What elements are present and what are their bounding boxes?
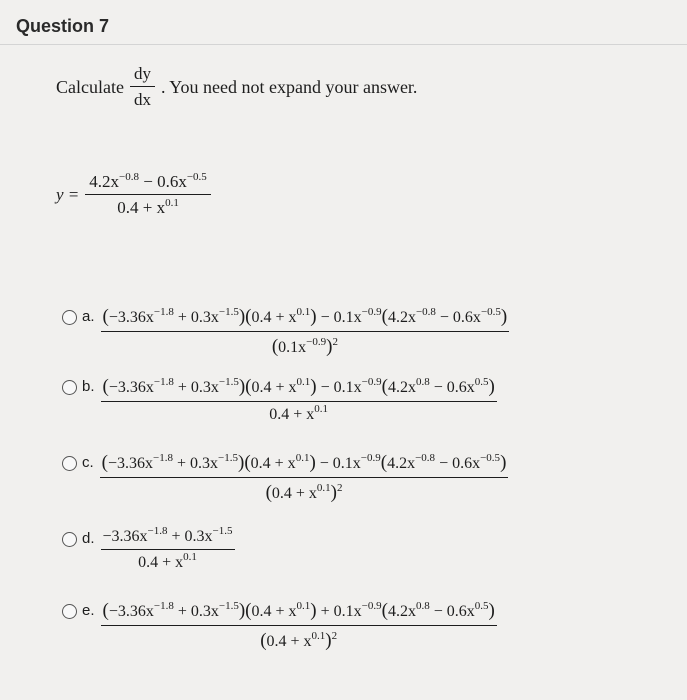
prompt-text-before: Calculate (56, 76, 124, 97)
derivative-denominator: dx (133, 90, 151, 109)
option-b-denominator: $0.4 + x^{0.1}$ (269, 403, 329, 423)
question-title: Question 7 (16, 16, 110, 36)
function-denominator: $0.4 + x^{0.1}$ (117, 197, 179, 217)
option-d-numerator: $-3.36x^{-1.8} + 0.3x^{-1.5}$ (101, 528, 235, 550)
option-letter: a. (82, 308, 95, 325)
option-letter: e. (82, 602, 95, 619)
derivative-fraction (130, 64, 155, 110)
derivative-numerator: dy (130, 64, 155, 87)
radio-button-a[interactable] (62, 310, 77, 325)
question-header (0, 0, 687, 45)
question-prompt (56, 64, 417, 110)
option-letter: b. (82, 378, 95, 395)
option-e-denominator: $(0.4 + x^{0.1})^2$ (260, 630, 338, 651)
function-lhs: y = (56, 185, 80, 204)
option-a-denominator: $(0.1x^{-0.9})^2$ (271, 336, 338, 357)
option-c[interactable] (62, 452, 508, 504)
option-d[interactable] (62, 525, 235, 572)
option-a-numerator: $(-3.36x^{-1.8} + 0.3x^{-1.5})(0.4 + x^{0.1}) - 0.1x^{-0.9}(4.2x^{-0.8} - 0.6x^{-0.5})$ (101, 306, 510, 332)
option-c-expression (100, 452, 509, 504)
radio-button-e[interactable] (62, 604, 77, 619)
radio-button-b[interactable] (62, 380, 77, 395)
option-b[interactable] (62, 376, 497, 424)
option-letter: c. (82, 454, 94, 471)
option-a[interactable] (62, 306, 509, 358)
option-d-expression (101, 525, 235, 572)
option-e-expression (101, 600, 497, 652)
radio-button-c[interactable] (62, 456, 77, 471)
function-definition (56, 172, 211, 218)
option-e-numerator: $(-3.36x^{-1.8} + 0.3x^{-1.5})(0.4 + x^{0.1}) + 0.1x^{-0.9}(4.2x^{0.8} - 0.6x^{0.5})$ (101, 600, 497, 626)
option-b-numerator: $(-3.36x^{-1.8} + 0.3x^{-1.5})(0.4 + x^{0.1}) - 0.1x^{-0.9}(4.2x^{0.8} - 0.6x^{0.5})$ (101, 376, 497, 402)
option-c-numerator: $(-3.36x^{-1.8} + 0.3x^{-1.5})(0.4 + x^{0.1}) - 0.1x^{-0.9}(4.2x^{-0.8} - 0.6x^{-0.5})$ (100, 452, 509, 478)
option-a-expression (101, 306, 510, 358)
prompt-text-after: . You need not expand your answer. (160, 76, 418, 97)
option-e[interactable] (62, 600, 497, 652)
radio-button-d[interactable] (62, 532, 77, 547)
option-letter: d. (82, 530, 95, 547)
function-fraction (85, 172, 211, 218)
option-d-denominator: $0.4 + x^{0.1}$ (138, 551, 197, 571)
option-c-denominator: $(0.4 + x^{0.1})^2$ (265, 482, 343, 503)
option-b-expression (101, 376, 497, 424)
function-numerator: $4.2x^{-0.8} - 0.6x^{-0.5}$ (85, 172, 211, 195)
